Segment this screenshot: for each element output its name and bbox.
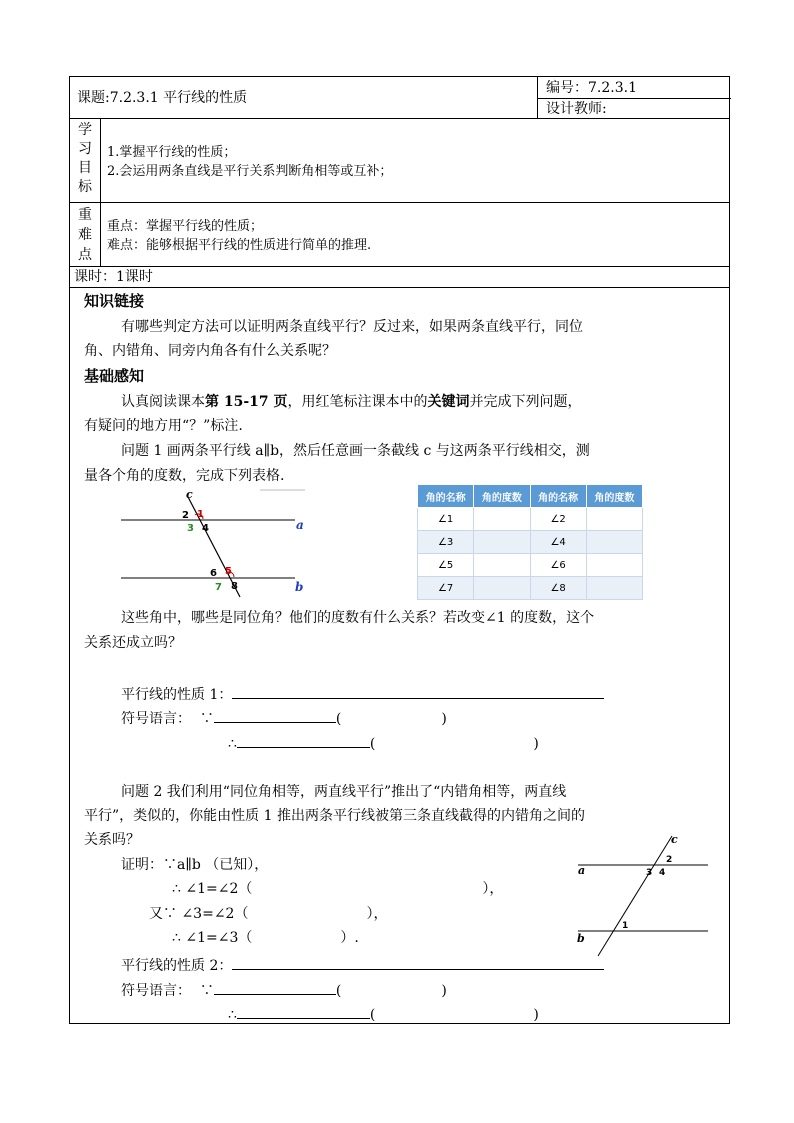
objective-item: 2.会运用两条直线是平行关系判断角相等或互补； [107,164,393,179]
parallel-lines-figure-1 [115,485,315,600]
key-point: 重点：掌握平行线的性质； [107,219,264,234]
label-a: a [296,518,304,532]
table-header-row [418,485,643,508]
followup-question: 这些角中，哪些是同位角？他们的度数有什么关系？若改变∠1 的度数，这个 [121,610,595,626]
lesson-code: 编号：7.2.3.1 [546,80,637,96]
keypoints-label-char: 重 [78,207,92,223]
column-divider [100,118,101,266]
label-b: b [295,580,304,594]
angle-label: 5 [225,566,232,577]
parallel-lines-figure-2 [574,832,714,960]
symbol-line-1: 符号语言： ∵ ( ) [121,708,447,728]
property-2-line: 平行线的性质 2： [121,955,604,975]
objectives-label-char: 学 [78,122,92,138]
label-a: a [578,864,586,877]
angle-label: 1 [197,509,204,520]
angle-label: 2 [182,510,189,521]
basic-heading: 基础感知 [84,367,145,385]
proof-step-4: ∴ ∠1=∠3（ ）. [172,930,359,946]
knowledge-link-heading: 知识链接 [84,292,145,310]
angle-label: 1 [622,921,629,931]
angle-label: 3 [646,868,653,878]
table-cell[interactable] [586,531,642,554]
property-1-blank[interactable] [232,684,604,699]
objectives-label-char: 标 [78,179,92,195]
label-c: c [671,833,678,846]
row-divider [538,98,731,99]
table-cell: ∠3 [418,531,474,554]
because-blank[interactable] [214,708,336,723]
table-row [418,508,643,531]
angle-label: 4 [202,523,209,534]
lesson-topic: 课题:7.2.3.1 平行线的性质 [77,90,248,106]
row-divider [70,118,729,119]
keypoints-label-char: 难 [78,227,92,243]
angle-label: 2 [666,855,673,865]
angle-table [417,484,643,600]
proof-step-1: 证明：∵a∥b （已知）， [121,857,269,873]
label-b: b [577,932,585,945]
question-2: 问题 2 我们利用“同位角相等，两直线平行”推出了“内错角相等，两直线 [121,784,567,800]
therefore-line-1: ∴ ( ) [228,733,539,753]
objective-item: 1.掌握平行线的性质； [107,145,237,160]
objectives-label-char: 目 [78,160,92,176]
table-cell: ∠8 [530,577,586,600]
table-row [418,554,643,577]
angle-label: 8 [231,581,238,592]
label-c: c [186,488,193,501]
table-cell[interactable] [586,554,642,577]
table-cell[interactable] [474,508,530,531]
therefore-blank[interactable] [237,1004,370,1019]
difficult-point: 难点：能够根据平行线的性质进行简单的推理. [107,238,372,253]
angle-label: 4 [659,868,666,878]
table-header: 角的度数 [474,485,530,508]
angle-label: 7 [215,582,222,593]
basic-intro: 认真阅读课本第 15-17 页，用红笔标注课本中的关键词并完成下列问题， [121,394,582,410]
table-cell: ∠5 [418,554,474,577]
table-header: 角的名称 [530,485,586,508]
table-header: 角的度数 [586,485,642,508]
question-2-cont: 平行”，类似的，你能由性质 1 推出两条平行线被第三条直线截得的内错角之间的 [84,808,585,824]
symbol-line-2: 符号语言： ∵ ( ) [121,980,447,1000]
table-cell[interactable] [474,577,530,600]
basic-intro-2: 有疑问的地方用“？”标注. [84,418,243,434]
therefore-line-2: ∴ ( ) [228,1004,539,1024]
table-header: 角的名称 [418,485,474,508]
proof-step-2: ∴ ∠1=∠2（ ）， [172,881,504,897]
column-divider [537,77,538,118]
property-2-blank[interactable] [232,955,604,970]
table-cell[interactable] [586,577,642,600]
lesson-period: 课时：1课时 [74,269,153,285]
angle-label: 6 [210,568,217,579]
table-cell: ∠2 [530,508,586,531]
table-cell[interactable] [474,531,530,554]
question-1-cont: 量各个角的度数，完成下列表格. [84,468,285,484]
table-cell: ∠1 [418,508,474,531]
property-1-line: 平行线的性质 1： [121,684,604,704]
table-row [418,531,643,554]
table-cell: ∠6 [530,554,586,577]
row-divider [70,202,729,203]
objectives-label-char: 习 [78,141,92,157]
table-row [418,577,643,600]
table-cell: ∠4 [530,531,586,554]
knowledge-link-text: 有哪些判定方法可以证明两条直线平行？反过来，如果两条直线平行，同位 [121,319,583,335]
because-blank[interactable] [214,980,336,995]
keypoints-label-char: 点 [78,247,92,263]
table-cell[interactable] [474,554,530,577]
question-1: 问题 1 画两条平行线 a∥b，然后任意画一条截线 c 与这两条平行线相交，测 [121,443,590,459]
question-2-cont: 关系吗？ [84,832,140,848]
table-cell: ∠7 [418,577,474,600]
therefore-blank[interactable] [237,733,370,748]
table-cell[interactable] [586,508,642,531]
row-divider [70,266,729,267]
row-divider [70,287,729,288]
designer-label: 设计教师: [546,101,607,117]
proof-step-3: 又∵ ∠3=∠2（ ）， [149,906,388,922]
angle-label: 3 [187,523,194,534]
transversal-c [598,836,672,956]
followup-question-cont: 关系还成立吗？ [84,635,182,651]
knowledge-link-text: 角、内错角、同旁内角各有什么关系呢？ [84,343,336,359]
